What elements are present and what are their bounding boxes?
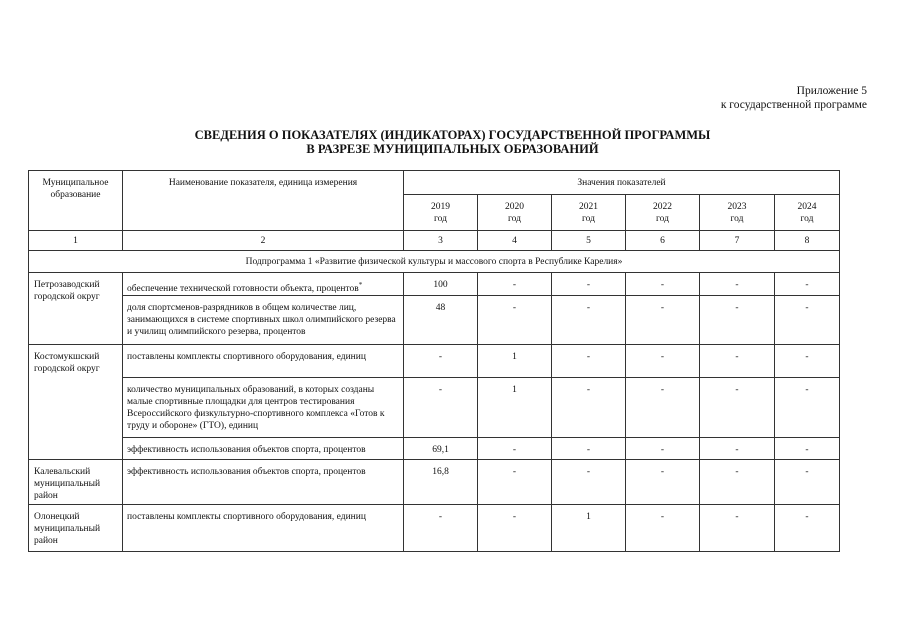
- value-cell: 16,8: [404, 460, 478, 505]
- indicator-text: обеспечение технической готовности объекта, процентов: [127, 284, 359, 295]
- document-title: [0, 128, 905, 156]
- title-line-2: В РАЗРЕЗЕ МУНИЦИПАЛЬНЫХ ОБРАЗОВАНИЙ: [306, 142, 599, 156]
- value-cell: 48: [404, 296, 478, 345]
- subprogram-title: Подпрограмма 1 «Развитие физической культуры и массового спорта в Республике Карелия»: [29, 251, 840, 273]
- year-label: 2021: [579, 202, 598, 212]
- value-cell: -: [626, 345, 700, 378]
- value-cell: -: [552, 345, 626, 378]
- value-cell: -: [775, 438, 840, 460]
- table-row: [29, 438, 840, 460]
- value-cell: 1: [478, 378, 552, 438]
- column-numbers-row: [29, 231, 840, 251]
- header-municipality: Муниципальное образование: [29, 171, 123, 231]
- value-cell: -: [404, 345, 478, 378]
- value-cell: -: [775, 296, 840, 345]
- year-unit: год: [800, 214, 814, 224]
- header-year-2020: [478, 195, 552, 231]
- value-cell: -: [552, 296, 626, 345]
- indicator-cell: доля спортсменов-разрядников в общем количестве лиц, занимающихся в системе спортивных школ олимпийского резерва и училищ олимпийского резерва, процентов: [123, 296, 404, 345]
- value-cell: -: [478, 505, 552, 552]
- column-number: 4: [478, 231, 552, 251]
- value-cell: -: [775, 378, 840, 438]
- header-year-2023: [700, 195, 775, 231]
- value-cell: -: [478, 460, 552, 505]
- header-row: [29, 171, 840, 195]
- value-cell: -: [626, 273, 700, 296]
- municipality-cell: Олонецкий муниципальный район: [29, 505, 123, 552]
- table-row: [29, 273, 840, 296]
- municipality-cell: Калевальский муниципальный район: [29, 460, 123, 505]
- value-cell: -: [552, 273, 626, 296]
- appendix-line-2: к государственной программе: [720, 99, 867, 111]
- value-cell: -: [478, 296, 552, 345]
- appendix-line-1: Приложение 5: [796, 85, 867, 97]
- year-unit: год: [730, 214, 744, 224]
- column-number: 8: [775, 231, 840, 251]
- table-row: [29, 345, 840, 378]
- year-label: 2024: [797, 202, 817, 212]
- value-cell: -: [775, 460, 840, 505]
- value-cell: -: [404, 378, 478, 438]
- year-unit: год: [582, 214, 595, 224]
- header-year-2024: [775, 195, 840, 231]
- value-cell: -: [700, 273, 775, 296]
- table-row: [29, 378, 840, 438]
- value-cell: -: [775, 273, 840, 296]
- value-cell: -: [626, 505, 700, 552]
- value-cell: -: [775, 505, 840, 552]
- value-cell: -: [552, 378, 626, 438]
- year-label: 2019: [431, 202, 450, 212]
- footnote-mark: *: [358, 281, 363, 289]
- table-row: [29, 460, 840, 505]
- table-row: [29, 505, 840, 552]
- column-number: 5: [552, 231, 626, 251]
- year-label: 2022: [653, 202, 672, 212]
- header-year-2022: [626, 195, 700, 231]
- value-cell: 1: [478, 345, 552, 378]
- value-cell: -: [700, 460, 775, 505]
- indicator-cell: поставлены комплекты спортивного оборудования, единиц: [123, 345, 404, 378]
- column-number: 2: [123, 231, 404, 251]
- value-cell: 69,1: [404, 438, 478, 460]
- column-number: 7: [700, 231, 775, 251]
- header-indicator: Наименование показателя, единица измерения: [123, 171, 404, 231]
- municipality-cell: Костомукшский городской округ: [29, 345, 123, 460]
- header-year-2019: [404, 195, 478, 231]
- year-unit: год: [508, 214, 521, 224]
- year-unit: год: [434, 214, 447, 224]
- indicator-cell: [123, 273, 404, 296]
- municipality-cell: Петрозаводский городской округ: [29, 273, 123, 345]
- table-row: [29, 296, 840, 345]
- header-values: Значения показателей: [404, 171, 840, 195]
- value-cell: -: [700, 438, 775, 460]
- value-cell: -: [775, 345, 840, 378]
- indicator-cell: количество муниципальных образований, в которых созданы малые спортивные площадки для центров тестирования Всероссийского физкультурно-спортивного комплекса «Готов к труду и обороне» (ГТО), единиц: [123, 378, 404, 438]
- value-cell: -: [552, 438, 626, 460]
- indicator-cell: эффективность использования объектов спорта, процентов: [123, 460, 404, 505]
- value-cell: -: [626, 460, 700, 505]
- indicators-table: [28, 170, 840, 552]
- indicator-cell: поставлены комплекты спортивного оборудования, единиц: [123, 505, 404, 552]
- column-number: 6: [626, 231, 700, 251]
- column-number: 1: [29, 231, 123, 251]
- value-cell: 100: [404, 273, 478, 296]
- year-unit: год: [656, 214, 669, 224]
- value-cell: -: [626, 378, 700, 438]
- indicator-cell: эффективность использования объектов спорта, процентов: [123, 438, 404, 460]
- value-cell: -: [404, 505, 478, 552]
- value-cell: -: [626, 438, 700, 460]
- title-line-1: СВЕДЕНИЯ О ПОКАЗАТЕЛЯХ (ИНДИКАТОРАХ) ГОСУДАРСТВЕННОЙ ПРОГРАММЫ: [194, 128, 711, 142]
- value-cell: -: [478, 438, 552, 460]
- year-label: 2023: [727, 202, 747, 212]
- value-cell: -: [700, 378, 775, 438]
- value-cell: -: [700, 345, 775, 378]
- value-cell: -: [700, 505, 775, 552]
- header-year-2021: [552, 195, 626, 231]
- appendix-note: [721, 84, 867, 112]
- value-cell: -: [626, 296, 700, 345]
- column-number: 3: [404, 231, 478, 251]
- year-label: 2020: [505, 202, 524, 212]
- subprogram-row: [29, 251, 840, 273]
- value-cell: -: [478, 273, 552, 296]
- value-cell: 1: [552, 505, 626, 552]
- value-cell: -: [700, 296, 775, 345]
- value-cell: -: [552, 460, 626, 505]
